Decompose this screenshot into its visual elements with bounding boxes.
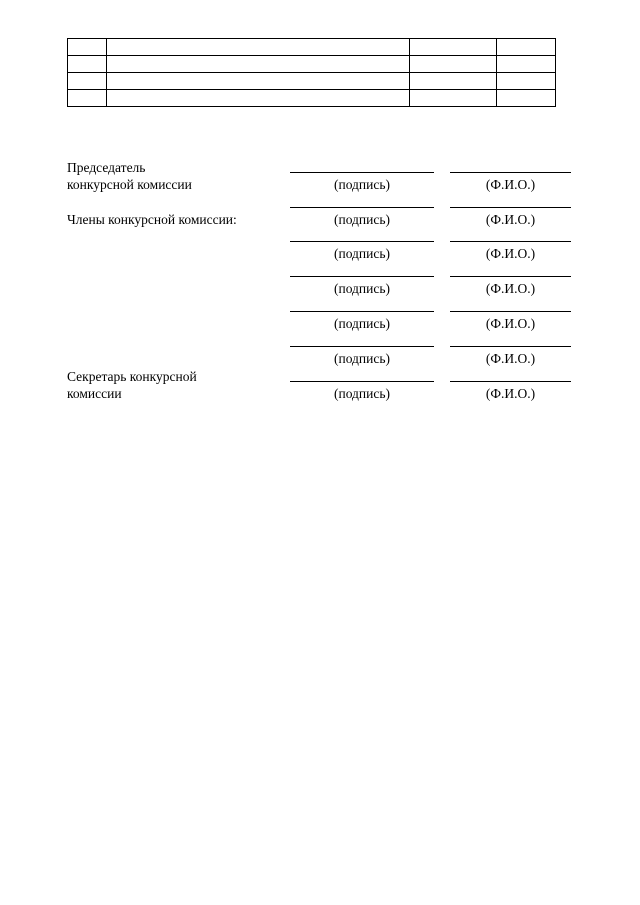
table-cell [107,73,410,90]
table-cell [68,39,107,56]
table-cell [107,90,410,107]
signature-line [290,207,434,208]
table-row [68,73,556,90]
table-row [68,90,556,107]
table-cell [68,90,107,107]
table-cell [410,56,497,73]
signature-hint: (подпись) [333,316,391,331]
secretary-label-line1: Секретарь конкурсной [67,369,197,384]
signature-line [290,172,434,173]
members-label: Члены конкурсной комиссии: [67,212,237,227]
table-cell [497,90,556,107]
table-cell [68,56,107,73]
signature-hint: (подпись) [333,386,391,401]
signature-line [290,346,434,347]
name-hint: (Ф.И.О.) [485,246,536,261]
chairman-label-line1: Председатель [67,160,146,175]
signature-hint: (подпись) [333,212,391,227]
table-cell [410,73,497,90]
table-cell [410,90,497,107]
signature-line [290,381,434,382]
table-cell [107,56,410,73]
table-cell [107,39,410,56]
signature-hint: (подпись) [333,281,391,296]
name-hint: (Ф.И.О.) [485,386,536,401]
name-line [450,311,571,312]
signature-hint: (подпись) [333,246,391,261]
name-hint: (Ф.И.О.) [485,281,536,296]
name-hint: (Ф.И.О.) [485,316,536,331]
results-table [67,38,556,107]
table-row [68,39,556,56]
table-cell [497,39,556,56]
name-line [450,241,571,242]
table-cell [497,73,556,90]
signature-hint: (подпись) [333,351,391,366]
table-cell [410,39,497,56]
signature-line [290,311,434,312]
name-hint: (Ф.И.О.) [485,212,536,227]
name-hint: (Ф.И.О.) [485,351,536,366]
chairman-label-line2: конкурсной комиссии [67,177,192,192]
name-line [450,381,571,382]
table-row [68,56,556,73]
secretary-label-line2: комиссии [67,386,122,401]
name-line [450,346,571,347]
table-cell [68,73,107,90]
signature-line [290,241,434,242]
signature-hint: (подпись) [333,177,391,192]
name-line [450,207,571,208]
name-line [450,172,571,173]
name-hint: (Ф.И.О.) [485,177,536,192]
signature-line [290,276,434,277]
name-line [450,276,571,277]
table-cell [497,56,556,73]
